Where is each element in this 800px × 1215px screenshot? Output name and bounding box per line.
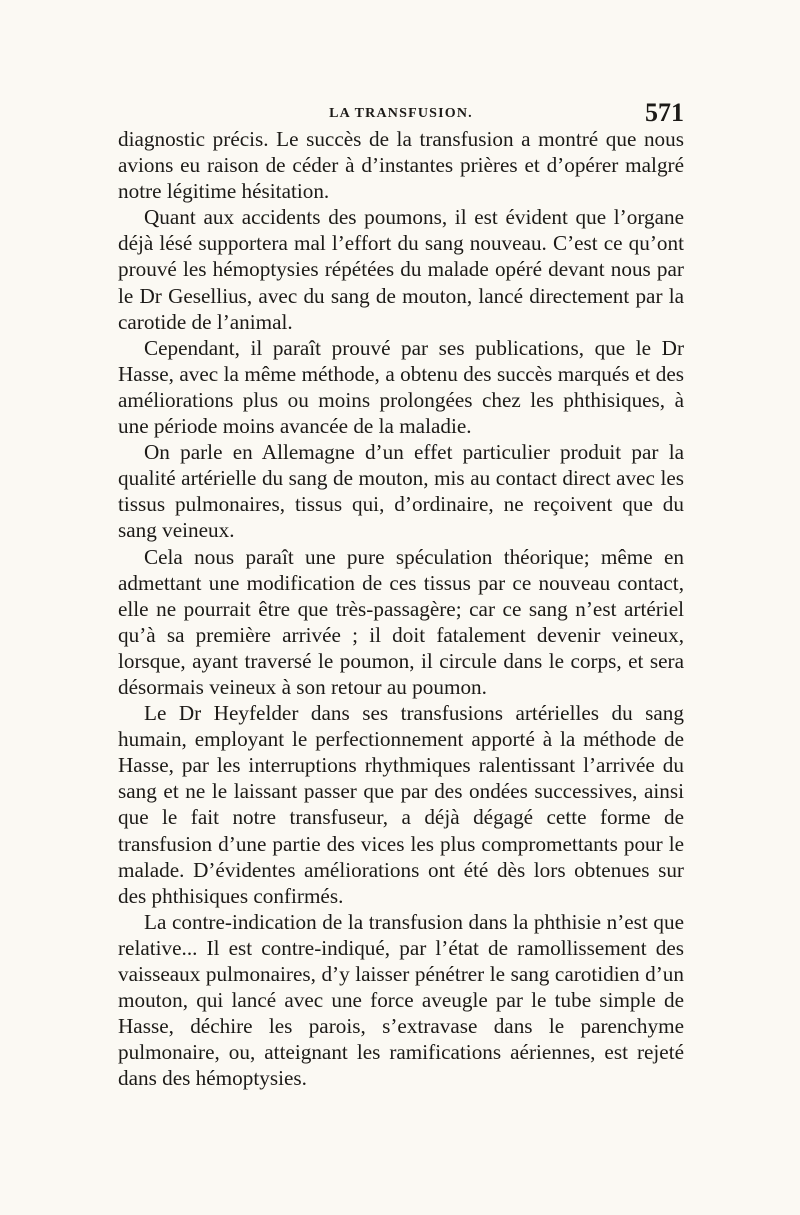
paragraph-lung-accidents: Quant aux accidents des poumons, il est évident que l’organe déjà lésé supportera mal l’effort du sang nouveau. C’est ce qu’ont prouvé les hémoptysies répétées du malade opéré devant nous par le Dr Gesellius, avec du sang de mouton, lancé directement par la carotide de l’animal. [118,205,684,334]
page-number: 571 [645,98,684,127]
paragraph-heyfelder: Le Dr Heyfelder dans ses transfusions artérielles du sang humain, employant le perfectionnement apporté à la méthode de Hasse, par les interruptions rhythmiques ralentissant l’arrivée du sang et ne le laissant passer que par des ondées successives, ainsi que le fait notre transfuseur, a déjà dégagé cette forme de transfusion d’une partie des vices les plus compromettants pour le malade. D’évidentes améliorations ont été dès lors obtenues sur des phthisiques confirmés. [118,701,684,908]
running-title: LA TRANSFUSION. [329,106,473,121]
page-header [118,96,684,126]
paragraph-hasse-results: Cependant, il paraît prouvé par ses publications, que le Dr Hasse, avec la même méthode, a obtenu des succès marqués et des améliorations plus ou moins prolongées chez les phthisiques, à une période moins avancée de la maladie. [118,335,684,439]
paragraph-speculation: Cela nous paraît une pure spéculation théorique; même en admettant une modification de ces tissus par ce nouveau contact, elle ne pourrait être que très-passagère; car ce sang n’est artériel qu’à sa première arrivée ; il doit fatalement devenir veineux, lorsque, ayant traversé le poumon, il circule dans le corps, et sera désormais veineux à son retour au poumon. [118,544,684,699]
paragraph-arterial-quality: On parle en Allemagne d’un effet particulier produit par la qualité artérielle du sang de mouton, mis au contact direct avec les tissus pulmonaires, tissus qui, d’ordinaire, ne reçoivent que du sang veineux. [118,440,684,543]
paragraph-continuation: diagnostic précis. Le succès de la transfusion a montré que nous avions eu raison de céder à d’instantes prières et d’opérer malgré notre légitime hésitation. [118,127,684,204]
paragraph-contraindication: La contre-indication de la transfusion dans la phthisie n’est que relative... Il est contre-indiqué, par l’état de ramollissement des vaisseaux pulmonaires, d’y laisser pénétrer le sang carotidien d’un mouton, qui lancé avec une force aveugle par le tube simple de Hasse, déchire les parois, s’extravase dans le parenchyme pulmonaire, ou, atteignant les ramifications aériennes, est rejeté dans des hémoptysies. [118,909,684,1091]
body-text [118,126,684,1091]
